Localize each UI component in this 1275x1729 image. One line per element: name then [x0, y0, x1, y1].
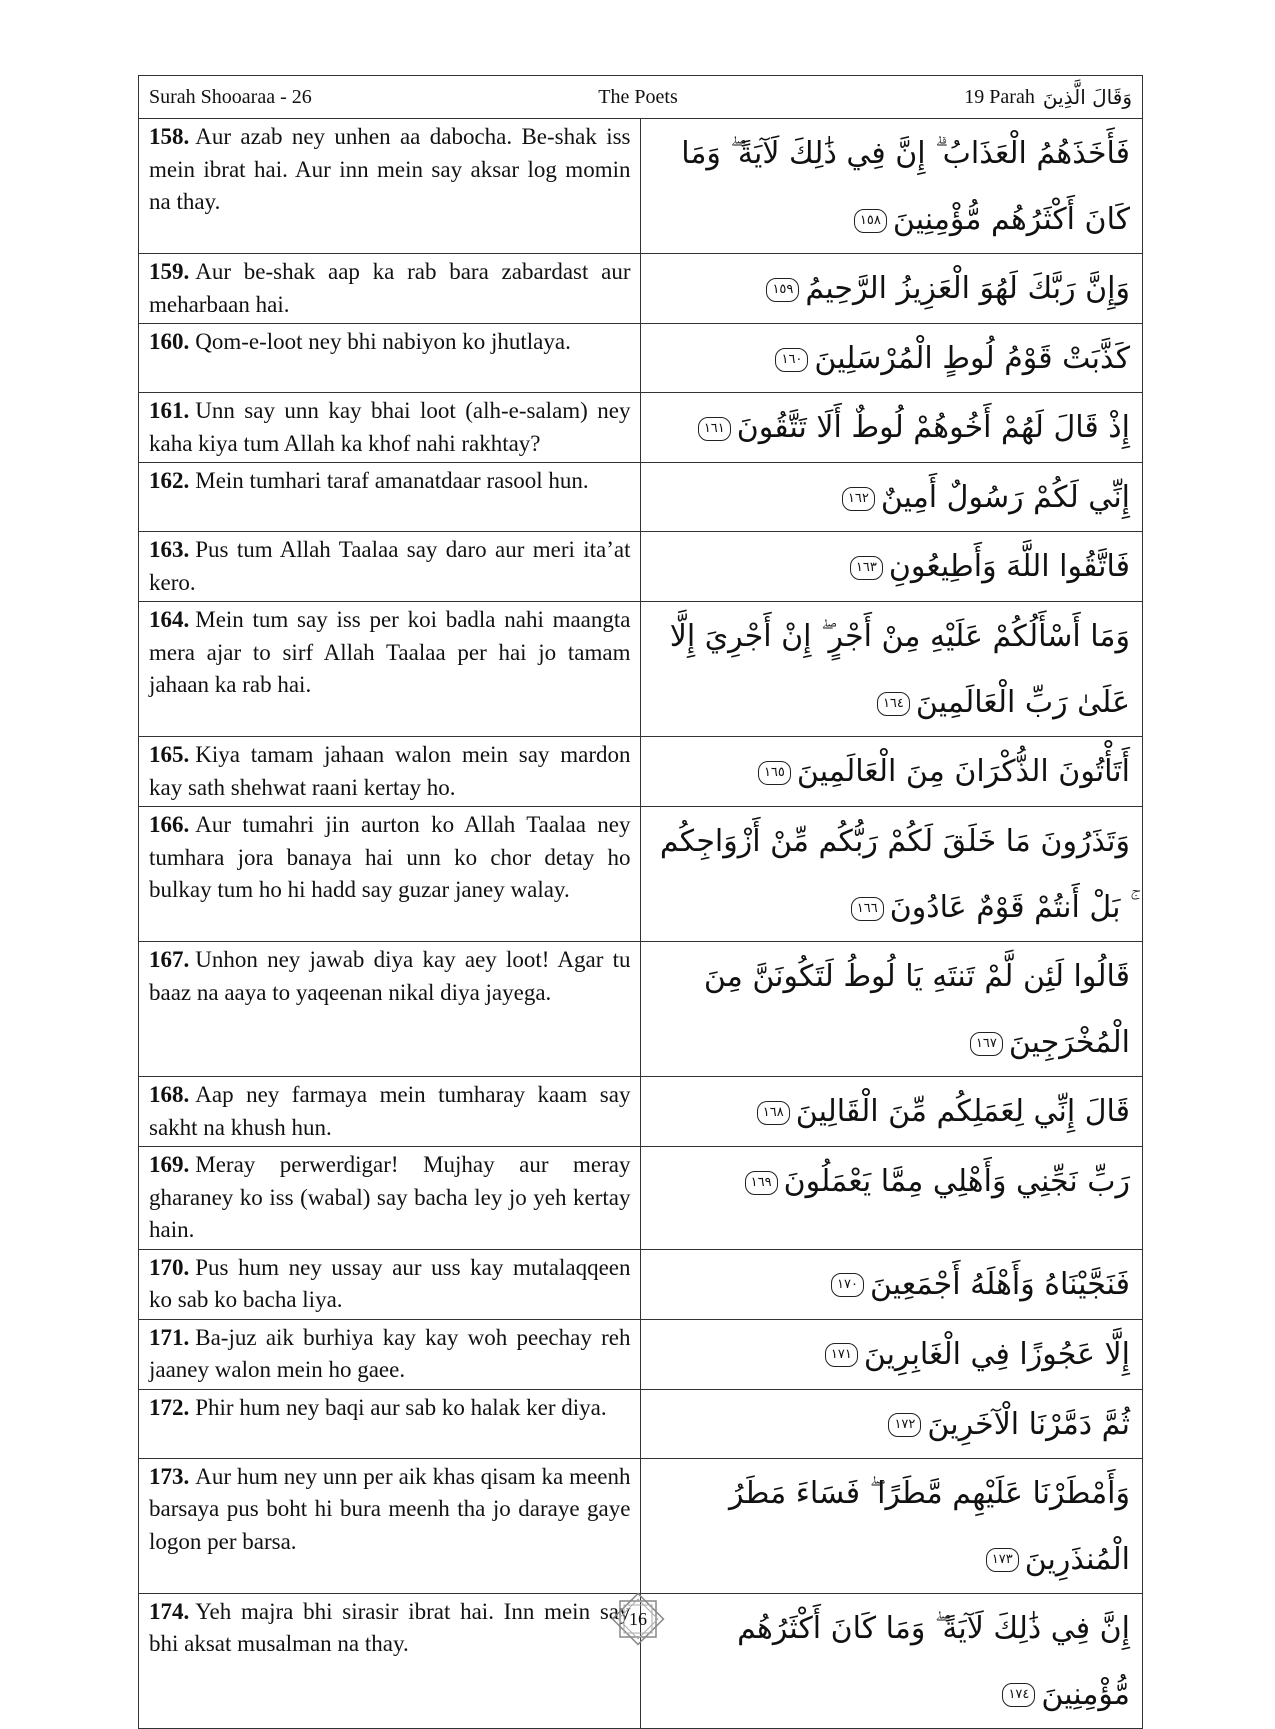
- verse-translation: Aur tumahri jin aurton ko Allah Taalaa ney tumhara jora banaya hai unn ko chor detay ho bulkay tum ho hi hadd say guzar janey walay.: [149, 812, 631, 902]
- arabic-cell: [641, 942, 1143, 1077]
- verse-row: [139, 737, 1143, 807]
- ayah-end-marker: ١٦٨: [757, 1101, 790, 1125]
- verse-translation: Aap ney farmaya mein tumharay kaam say sakht na khush hun.: [149, 1082, 631, 1140]
- arabic-cell: [641, 324, 1143, 393]
- translation-cell: [139, 1077, 641, 1147]
- ayah-end-marker: ١٧١: [825, 1343, 858, 1367]
- translation-cell: [139, 1593, 641, 1728]
- translation-cell: [139, 532, 641, 602]
- ayah-end-marker: ١٦٩: [745, 1171, 778, 1195]
- translation-text: [139, 324, 640, 361]
- arabic-text: فَاتَّقُوا اللَّهَ وَأَطِيعُونِ: [888, 549, 1130, 584]
- arabic-cell: [641, 1147, 1143, 1250]
- translation-cell: [139, 1249, 641, 1319]
- arabic-text: وَتَذَرُونَ مَا خَلَقَ لَكُمْ رَبُّكُم مِّنْ أَزْوَاجِكُم ۚ بَلْ أَنتُمْ قَوْمٌ عَادُونَ: [659, 824, 1130, 925]
- translation-text: [139, 737, 640, 806]
- verse-translation: Ba-juz aik burhiya kay kay woh peechay reh jaaney walon mein ho gaee.: [149, 1324, 631, 1382]
- arabic-cell: [641, 602, 1143, 737]
- verse-translation: Pus tum Allah Taalaa say daro aur meri ita’at kero.: [149, 537, 631, 595]
- translation-cell: [139, 119, 641, 254]
- translation-text: [139, 393, 640, 462]
- arabic-text: كَذَّبَتْ قَوْمُ لُوطٍ الْمُرْسَلِينَ: [814, 341, 1130, 376]
- arabic-text: رَبِّ نَجِّنِي وَأَهْلِي مِمَّا يَعْمَلُونَ: [783, 1164, 1130, 1199]
- arabic-verse: [641, 254, 1142, 322]
- arabic-text: ثُمَّ دَمَّرْنَا الْآخَرِينَ: [927, 1406, 1130, 1442]
- verse-number: 170.: [149, 1254, 190, 1280]
- arabic-cell: [641, 393, 1143, 463]
- translation-text: [139, 119, 640, 221]
- verse-translation: Aur be-shak aap ka rab bara zabardast aur meharbaan hai.: [149, 259, 631, 317]
- page-header: [139, 76, 1143, 119]
- arabic-verse: [641, 942, 1142, 1076]
- ayah-end-marker: ١٦٦: [851, 897, 884, 921]
- verse-number: 171.: [149, 1324, 190, 1350]
- verse-row: [139, 1458, 1143, 1593]
- translation-text: [139, 1147, 640, 1249]
- ayah-end-marker: ١٦٢: [842, 487, 875, 511]
- translation-text: [139, 1459, 640, 1561]
- verse-row: [139, 942, 1143, 1077]
- arabic-cell: [641, 463, 1143, 532]
- ayah-end-marker: ١٧٤: [1002, 1683, 1035, 1707]
- translation-cell: [139, 1319, 641, 1389]
- ayah-end-marker: ١٥٩: [766, 278, 799, 302]
- verse-number: 169.: [149, 1152, 190, 1177]
- page-number: 16: [629, 1608, 647, 1629]
- verse-row: [139, 393, 1143, 463]
- ayah-end-marker: ١٦٣: [850, 556, 883, 580]
- verse-number: 166.: [149, 812, 190, 837]
- arabic-cell: [641, 737, 1143, 807]
- arabic-text: إِنَّ فِي ذَٰلِكَ لَآيَةً ۖ وَمَا كَانَ أَكْثَرُهُم مُّؤْمِنِينَ: [737, 1610, 1130, 1712]
- arabic-verse: [641, 532, 1142, 600]
- arabic-cell: [641, 1249, 1143, 1319]
- parah-arabic-name: وَقَالَ الَّذِينَ: [1042, 85, 1132, 109]
- page-number-badge: [607, 1588, 669, 1650]
- ayah-end-marker: ١٧٣: [986, 1548, 1019, 1572]
- arabic-verse: [641, 1250, 1142, 1318]
- verse-row: [139, 532, 1143, 602]
- arabic-verse: [641, 393, 1142, 461]
- arabic-cell: [641, 254, 1143, 324]
- ayah-end-marker: ١٧٠: [831, 1273, 864, 1297]
- arabic-verse: [641, 1459, 1142, 1593]
- verse-translation: Kiya tamam jahaan walon mein say mardon kay sath shehwat raani kertay ho.: [149, 742, 631, 800]
- translation-cell: [139, 254, 641, 324]
- arabic-text: أَتَأْتُونَ الذُّكْرَانَ مِنَ الْعَالَمِينَ: [796, 754, 1130, 789]
- verse-number: 161.: [149, 398, 190, 423]
- arabic-cell: [641, 532, 1143, 602]
- translation-text: [139, 1320, 640, 1389]
- arabic-text: إِلَّا عَجُوزًا فِي الْغَابِرِينَ: [863, 1336, 1130, 1372]
- arabic-verse: [641, 1147, 1142, 1215]
- arabic-cell: [641, 1458, 1143, 1593]
- arabic-cell: [641, 1319, 1143, 1389]
- arabic-verse: [641, 1077, 1142, 1145]
- translation-cell: [139, 1389, 641, 1458]
- arabic-text: قَالَ إِنِّي لِعَمَلِكُم مِّنَ الْقَالِينَ: [795, 1094, 1130, 1129]
- verse-number: 164.: [149, 607, 190, 632]
- arabic-text: وَإِنَّ رَبَّكَ لَهُوَ الْعَزِيزُ الرَّحِيمُ: [805, 271, 1130, 306]
- arabic-text: إِنِّي لَكُمْ رَسُولٌ أَمِينٌ: [880, 480, 1130, 515]
- translation-cell: [139, 602, 641, 737]
- arabic-cell: [641, 1389, 1143, 1458]
- translation-cell: [139, 1147, 641, 1250]
- arabic-text: وَمَا أَسْأَلُكُمْ عَلَيْهِ مِنْ أَجْرٍ ۖ إِنْ أَجْرِيَ إِلَّا عَلَىٰ رَبِّ الْعَالَمِينَ: [669, 619, 1130, 720]
- arabic-text: فَأَخَذَهُمُ الْعَذَابُ ۗ إِنَّ فِي ذَٰلِكَ لَآيَةً ۖ وَمَا كَانَ أَكْثَرُهُم مُّؤْمِنِينَ: [681, 136, 1130, 237]
- arabic-verse: [641, 602, 1142, 736]
- ayah-end-marker: ١٦٤: [877, 692, 910, 716]
- verse-number: 173.: [149, 1463, 190, 1489]
- verse-number: 160.: [149, 329, 190, 354]
- verse-number: 163.: [149, 537, 190, 562]
- verse-number: 167.: [149, 947, 190, 972]
- translation-cell: [139, 942, 641, 1077]
- verse-translation: Mein tumhari taraf amanatdaar rasool hun.: [195, 468, 589, 493]
- translation-text: [139, 1390, 640, 1427]
- translation-text: [139, 1250, 640, 1319]
- arabic-verse: [641, 463, 1142, 531]
- arabic-verse: [641, 1390, 1142, 1458]
- arabic-cell: [641, 119, 1143, 254]
- arabic-verse: [641, 119, 1142, 253]
- arabic-text: قَالُوا لَئِن لَّمْ تَنتَهِ يَا لُوطُ لَتَكُونَنَّ مِنَ الْمُخْرَجِينَ: [703, 959, 1130, 1060]
- ayah-end-marker: ١٦٠: [775, 348, 808, 372]
- verse-row: [139, 324, 1143, 393]
- arabic-verse: [641, 1320, 1142, 1388]
- arabic-verse: [641, 737, 1142, 805]
- verse-row: [139, 463, 1143, 532]
- translation-text: [139, 1594, 640, 1663]
- verse-number: 159.: [149, 259, 190, 284]
- verse-row: [139, 254, 1143, 324]
- verse-translation: Phir hum ney baqi aur sab ko halak ker diya.: [195, 1394, 607, 1420]
- verse-row: [139, 807, 1143, 942]
- ayah-end-marker: ١٥٨: [854, 209, 887, 233]
- arabic-cell: [641, 1077, 1143, 1147]
- translation-text: [139, 942, 640, 1011]
- verse-number: 165.: [149, 742, 190, 767]
- translation-text: [139, 463, 640, 500]
- verse-row: [139, 1389, 1143, 1458]
- translation-text: [139, 254, 640, 323]
- verse-translation: Aur azab ney unhen aa dabocha. Be-shak iss mein ibrat hai. Aur inn mein say aksar log momin na thay.: [149, 124, 631, 214]
- translation-cell: [139, 737, 641, 807]
- verse-translation: Qom-e-loot ney bhi nabiyon ko jhutlaya.: [195, 329, 571, 354]
- translation-cell: [139, 807, 641, 942]
- arabic-verse: [641, 807, 1142, 941]
- verse-translation: Mein tum say iss per koi badla nahi maangta mera ajar to sirf Allah Taalaa per hai jo tamam jahaan ka rab hai.: [149, 607, 631, 697]
- translation-text: [139, 602, 640, 704]
- arabic-verse: [641, 1594, 1142, 1728]
- arabic-text: إِذْ قَالَ لَهُمْ أَخُوهُمْ لُوطٌ أَلَا تَتَّقُونَ: [736, 410, 1130, 445]
- surah-english-name: The Poets: [598, 85, 678, 108]
- verse-translation: Meray perwerdigar! Mujhay aur meray gharaney ko iss (wabal) say bacha ley jo yeh kertay hain.: [149, 1152, 631, 1242]
- translation-text: [139, 807, 640, 909]
- surah-title: Surah Shooaraa - 26: [149, 85, 312, 108]
- arabic-cell: [641, 807, 1143, 942]
- verse-translation: Aur hum ney unn per aik khas qisam ka meenh barsaya pus boht hi bura meenh tha jo daraye gaye logon per barsa.: [149, 1463, 631, 1554]
- verse-row: [139, 1249, 1143, 1319]
- verse-number: 158.: [149, 124, 190, 149]
- arabic-cell: [641, 1593, 1143, 1728]
- verse-row: [139, 602, 1143, 737]
- arabic-text: فَنَجَّيْنَاهُ وَأَهْلَهُ أَجْمَعِينَ: [869, 1266, 1130, 1302]
- ayah-end-marker: ١٧٢: [888, 1413, 921, 1437]
- parah-label: 19 Parah: [964, 85, 1035, 108]
- ayah-end-marker: ١٦٧: [970, 1032, 1003, 1056]
- translation-cell: [139, 324, 641, 393]
- verse-translation: Yeh majra bhi sirasir ibrat hai. Inn mein say bhi aksat musalman na thay.: [149, 1598, 631, 1656]
- ayah-end-marker: ١٦٥: [758, 761, 791, 785]
- verse-translation: Unn say unn kay bhai loot (alh-e-salam) ney kaha kiya tum Allah ka khof nahi rakhtay?: [149, 398, 631, 456]
- verse-row: [139, 1319, 1143, 1389]
- ayah-end-marker: ١٦١: [698, 417, 731, 441]
- verse-number: 172.: [149, 1394, 190, 1420]
- arabic-verse: [641, 324, 1142, 392]
- verse-row: [139, 1077, 1143, 1147]
- verse-translation: Unhon ney jawab diya kay aey loot! Agar tu baaz na aaya to yaqeenan nikal diya jayega.: [149, 947, 631, 1005]
- verse-number: 168.: [149, 1082, 190, 1107]
- translation-cell: [139, 393, 641, 463]
- arabic-text: وَأَمْطَرْنَا عَلَيْهِم مَّطَرًا ۖ فَسَاءَ مَطَرُ الْمُنذَرِينَ: [728, 1475, 1130, 1577]
- translation-cell: [139, 463, 641, 532]
- verse-row: [139, 119, 1143, 254]
- verse-translation: Pus hum ney ussay aur uss kay mutalaqqeen ko sab ko bacha liya.: [149, 1254, 631, 1312]
- verse-number: 174.: [149, 1598, 190, 1624]
- verse-number: 162.: [149, 468, 190, 493]
- translation-text: [139, 532, 640, 601]
- translation-text: [139, 1077, 640, 1146]
- translation-cell: [139, 1458, 641, 1593]
- verse-row: [139, 1147, 1143, 1250]
- verse-table: [138, 75, 1143, 1729]
